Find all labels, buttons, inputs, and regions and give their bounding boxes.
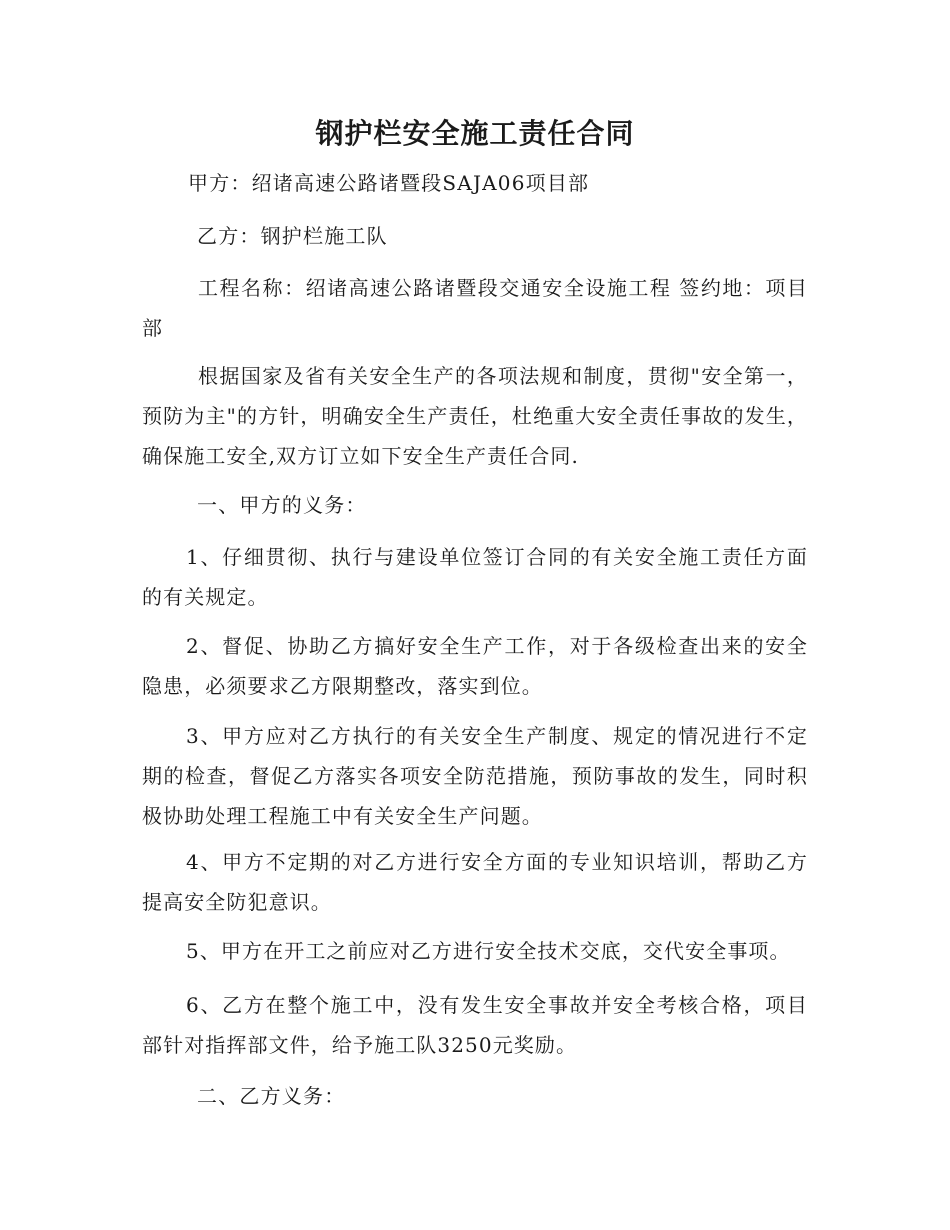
project-info-paragraph: 工程名称：绍诸高速公路诸暨段交通安全设施工程 签约地：项目部 bbox=[142, 276, 808, 340]
document-title: 钢护栏安全施工责任合同 bbox=[315, 117, 635, 150]
clause-5: 5、甲方在开工之前应对乙方进行安全技术交底，交代安全事项。 bbox=[186, 939, 791, 963]
party-b-line: 乙方：钢护栏施工队 bbox=[197, 224, 388, 248]
section-2-heading: 二、乙方义务： bbox=[197, 1084, 346, 1108]
party-a-line: 甲方：绍诸高速公路诸暨段SAJA06项目部 bbox=[188, 171, 590, 195]
clause-2: 2、督促、协助乙方搞好安全生产工作，对于各级检查出来的安全隐患，必须要求乙方限期整改，落实到位。 bbox=[142, 634, 808, 698]
clause-1: 1、仔细贯彻、执行与建设单位签订合同的有关安全施工责任方面的有关规定。 bbox=[142, 545, 808, 609]
clause-6: 6、乙方在整个施工中，没有发生安全事故并安全考核合格，项目部针对指挥部文件，给予施工队3250元奖励。 bbox=[142, 993, 808, 1057]
clause-4: 4、甲方不定期的对乙方进行安全方面的专业知识培训，帮助乙方提高安全防犯意识。 bbox=[142, 850, 808, 914]
preamble-paragraph: 根据国家及省有关安全生产的各项法规和制度，贯彻"安全第一，预防为主"的方针，明确安全生产责任，杜绝重大安全责任事故的发生，确保施工安全,双方订立如下安全生产责任合同. bbox=[142, 364, 808, 468]
clause-3: 3、甲方应对乙方执行的有关安全生产制度、规定的情况进行不定期的检查，督促乙方落实各项安全防范措施，预防事故的发生，同时积极协助处理工程施工中有关安全生产问题。 bbox=[142, 724, 808, 828]
section-1-heading: 一、甲方的义务： bbox=[197, 493, 367, 517]
